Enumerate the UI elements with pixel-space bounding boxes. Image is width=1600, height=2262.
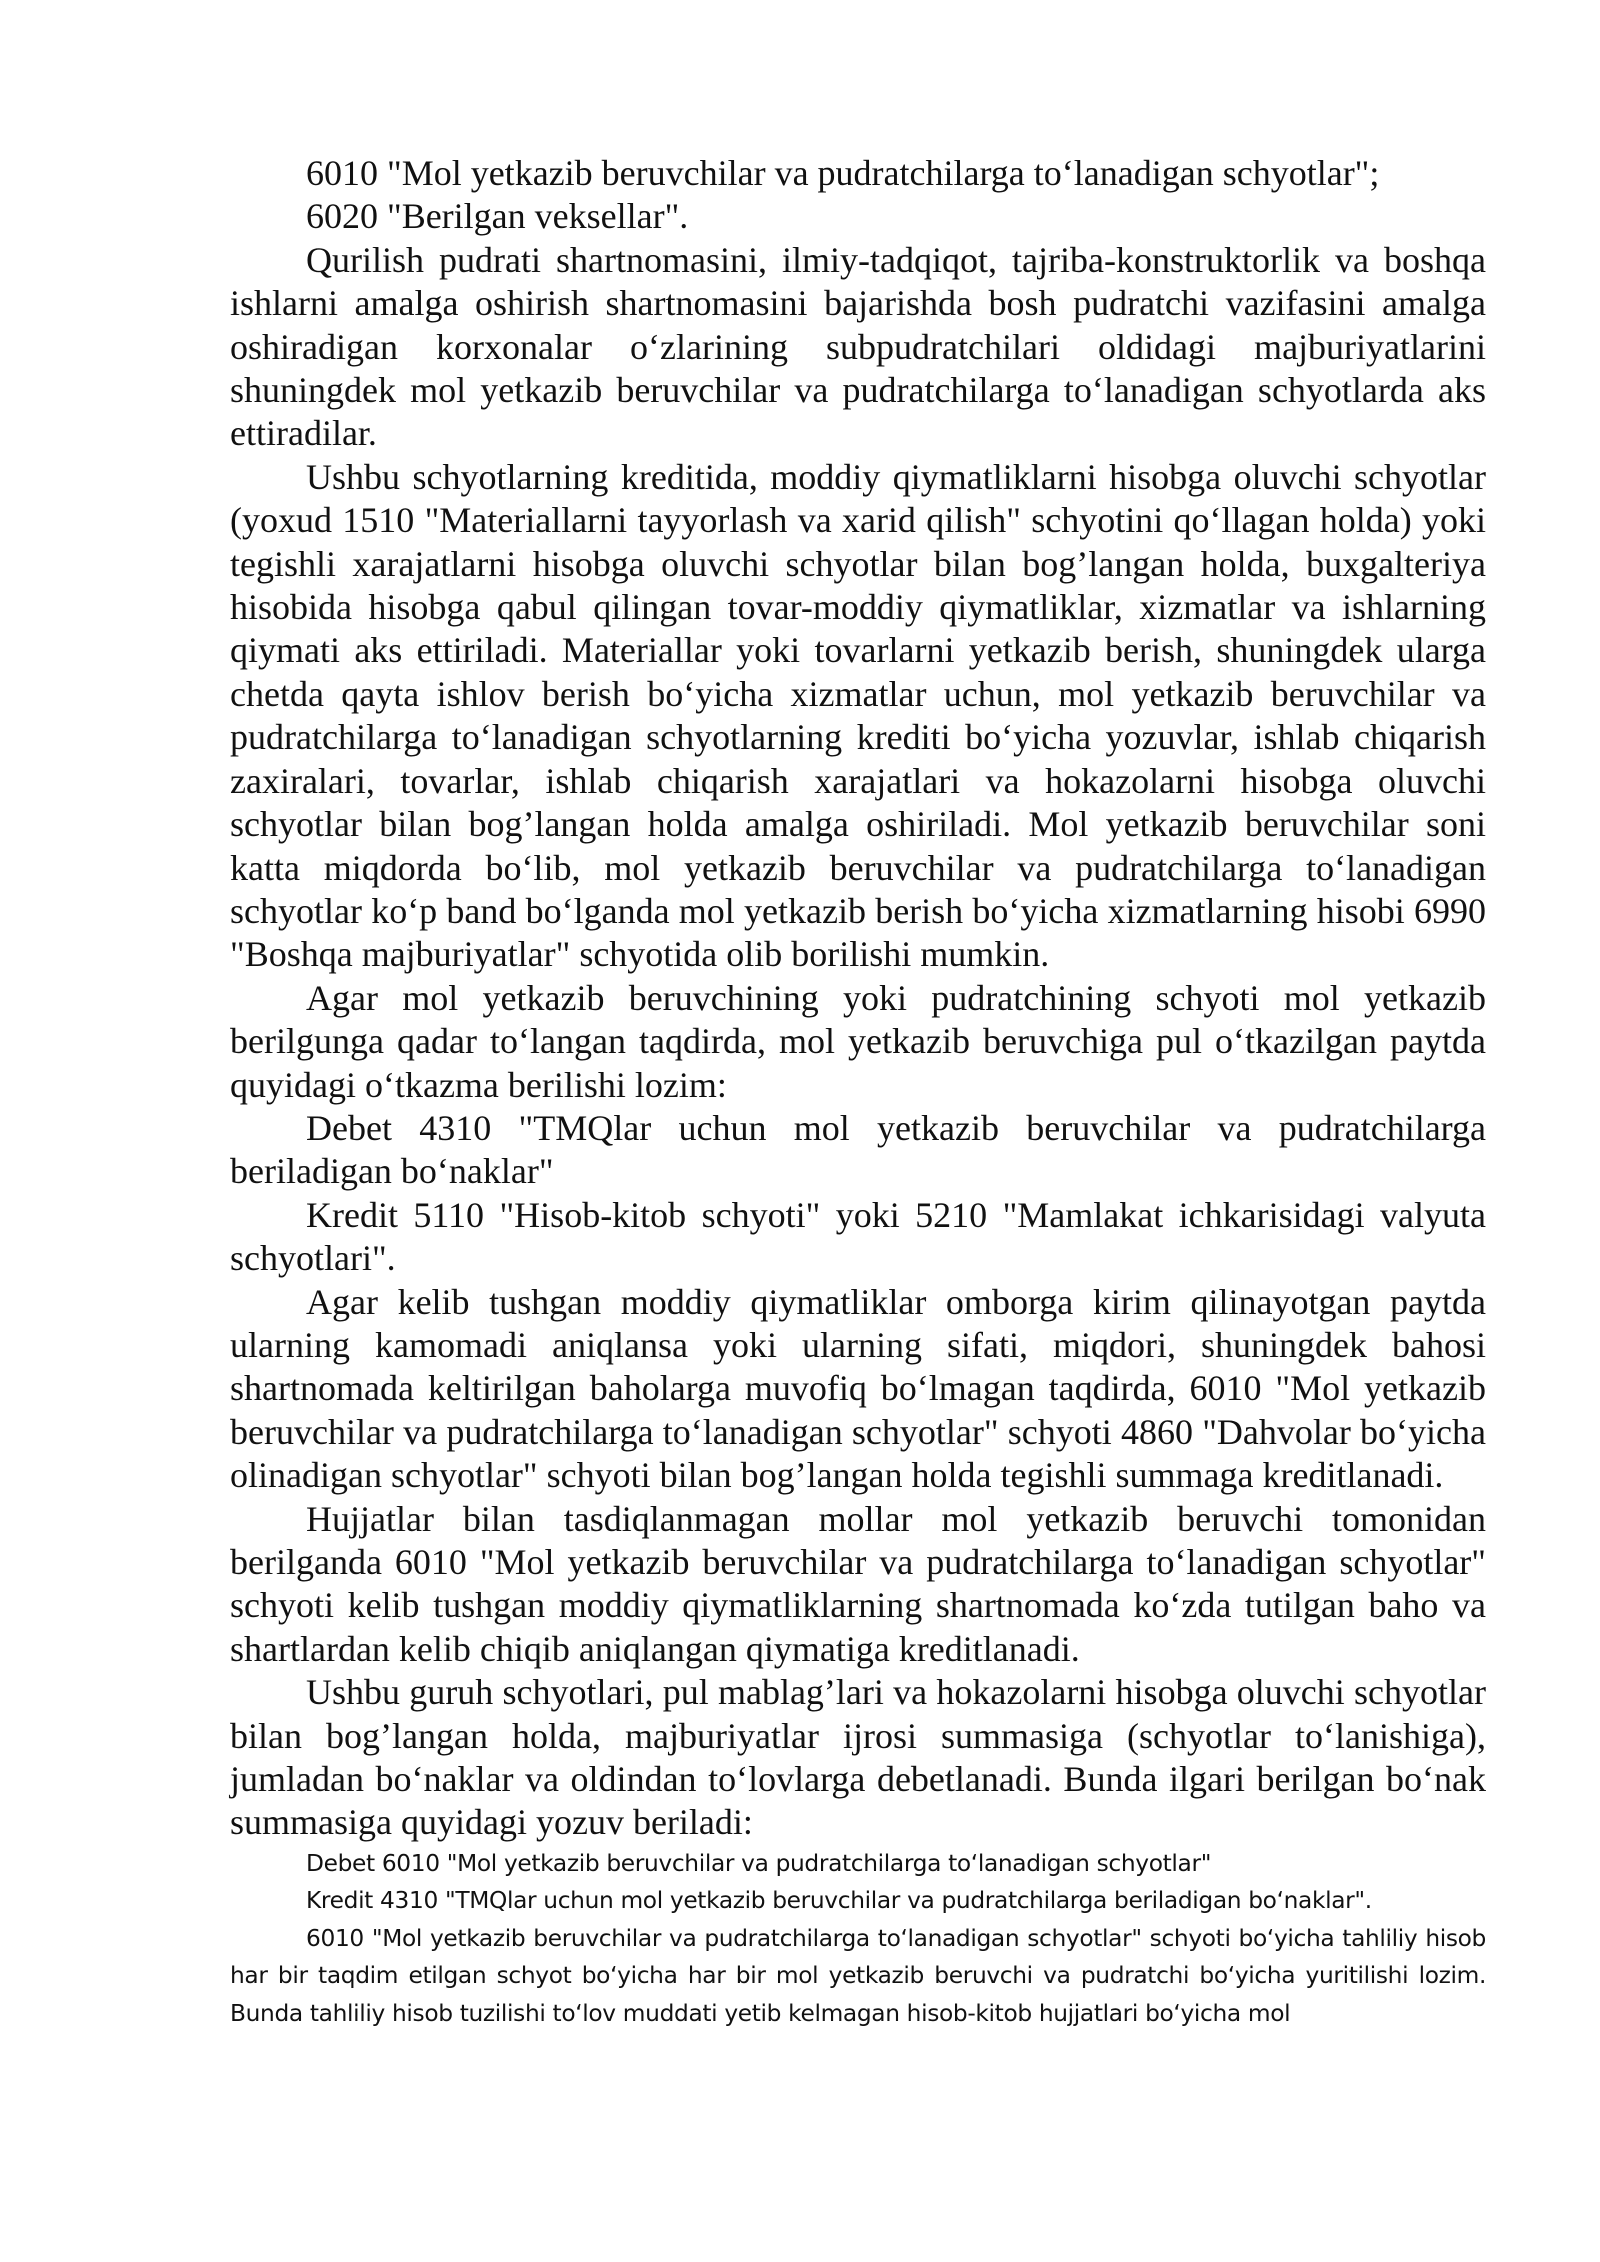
paragraph-analytical-accounting: 6010 "Mol yetkazib beruvchilar va pudratchilarga to‘lanadigan schyotlar" schyoti bo‘yicha tahliliy hisob har bir taqdim etilgan schyot bo‘yicha har bir mol yetkazib beruvchi va pudratchi bo‘yicha yuritilishi lozim. Bunda tahliliy hisob tuzilishi to‘lov muddati yetib kelmagan hisob-kitob hujjatlari bo‘yicha mol xyxy=(230,1924,1486,2027)
main-text-block xyxy=(230,152,1486,1845)
paragraph-prepayment: Agar mol yetkazib beruvchining yoki pudratchining schyoti mol yetkazib berilgunga qadar to‘langan taqdirda, mol yetkazib beruvchiga pul o‘tkazilgan paytda quyidagi o‘tkazma berilishi lozim: xyxy=(230,977,1486,1105)
small-text-block xyxy=(230,1845,1486,2033)
paragraph-undocumented-goods: Hujjatlar bilan tasdiqlanmagan mollar mol yetkazib beruvchi tomonidan berilganda 6010 "Mol yetkazib beruvchilar va pudratchilarga to‘lanadigan schyotlar" schyoti kelib tushgan moddiy qiymatliklarning shartnomada ko‘zda tutilgan baho va shartlardan kelib chiqib aniqlangan qiymatiga kreditlanadi. xyxy=(230,1498,1486,1669)
page-content xyxy=(230,152,1486,2032)
paragraph-debit-4310: Debet 4310 "TMQlar uchun mol yetkazib beruvchilar va pudratchilarga beriladigan bo‘naklar" xyxy=(230,1107,1486,1192)
paragraph-credit-entries: Ushbu schyotlarning kreditida, moddiy qiymatliklarni hisobga oluvchi schyotlar (yoxud 1510 "Materiallarni tayyorlash va xarid qilish" schyotini qo‘llagan holda) yoki tegishli xarajatlarni hisobga oluvchi schyotlar bilan bog’langan holda, buxgalteriya hisobida hisobga qabul qilingan tovar-moddiy qiymatliklar, xizmatlar va ishlarning qiymati aks ettiriladi. Materiallar yoki tovarlarni yetkazib berish, shuningdek ularga chetda qayta ishlov berish bo‘yicha xizmatlar uchun, mol yetkazib beruvchilar va pudratchilarga to‘lanadigan schyotlarning krediti bo‘yicha yozuvlar, ishlab chiqarish zaxiralari, tovarlar, ishlab chiqarish xarajatlari va hokazolarni hisobga oluvchi schyotlar bilan bog’langan holda amalga oshiriladi. Mol yetkazib beruvchilar soni katta miqdorda bo‘lib, mol yetkazib beruvchilar va pudratchilarga to‘lanadigan schyotlar ko‘p band bo‘lganda mol yetkazib berish bo‘yicha xizmatlarning hisobi 6990 "Boshqa majburiyatlar" schyotida olib borilishi mumkin. xyxy=(230,456,1486,975)
paragraph-debit-6010: Debet 6010 "Mol yetkazib beruvchilar va pudratchilarga to‘lanadigan schyotlar" xyxy=(306,1849,1212,1877)
paragraph-construction-contracts: Qurilish pudrati shartnomasini, ilmiy-tadqiqot, tajriba-konstruktorlik va boshqa ishlarni amalga oshirish shartnomasini bajarishda bosh pudratchi vazifasini amalga oshiradigan korxonalar o‘zlarining subpudratchilari oldidagi majburiyatlarini shuningdek mol yetkazib beruvchilar va pudratchilarga to‘lanadigan schyotlarda aks ettiradilar. xyxy=(230,239,1486,454)
paragraph-account-6020: 6020 "Berilgan veksellar". xyxy=(306,196,689,237)
paragraph-account-6010: 6010 "Mol yetkazib beruvchilar va pudratchilarga to‘lanadigan schyotlar"; xyxy=(306,153,1380,193)
paragraph-credit-5110: Kredit 5110 "Hisob-kitob schyoti" yoki 5210 "Mamlakat ichkarisidagi valyuta schyotlari". xyxy=(230,1194,1486,1279)
paragraph-credit-4310: Kredit 4310 "TMQlar uchun mol yetkazib beruvchilar va pudratchilarga beriladigan bo‘naklar". xyxy=(306,1887,1372,1915)
paragraph-debit-entries: Ushbu guruh schyotlari, pul mablag’lari va hokazolarni hisobga oluvchi schyotlar bilan bog’langan holda, majburiyatlar ijrosi summasiga (schyotlar to‘lanishiga), jumladan bo‘naklar va oldindan to‘lovlarga debetlanadi. Bunda ilgari berilgan bo‘nak summasiga quyidagi yozuv beriladi: xyxy=(230,1672,1486,1843)
paragraph-shortage: Agar kelib tushgan moddiy qiymatliklar omborga kirim qilinayotgan paytda ularning kamomadi aniqlansa yoki ularning sifati, miqdori, shuningdek bahosi shartnomada keltirilgan baholarga muvofiq bo‘lmagan taqdirda, 6010 "Mol yetkazib beruvchilar va pudratchilarga to‘lanadigan schyotlar" schyoti 4860 "Dahvolar bo‘yicha olinadigan schyotlar" schyoti bilan bog’langan holda tegishli summaga kreditlanadi. xyxy=(230,1281,1486,1496)
